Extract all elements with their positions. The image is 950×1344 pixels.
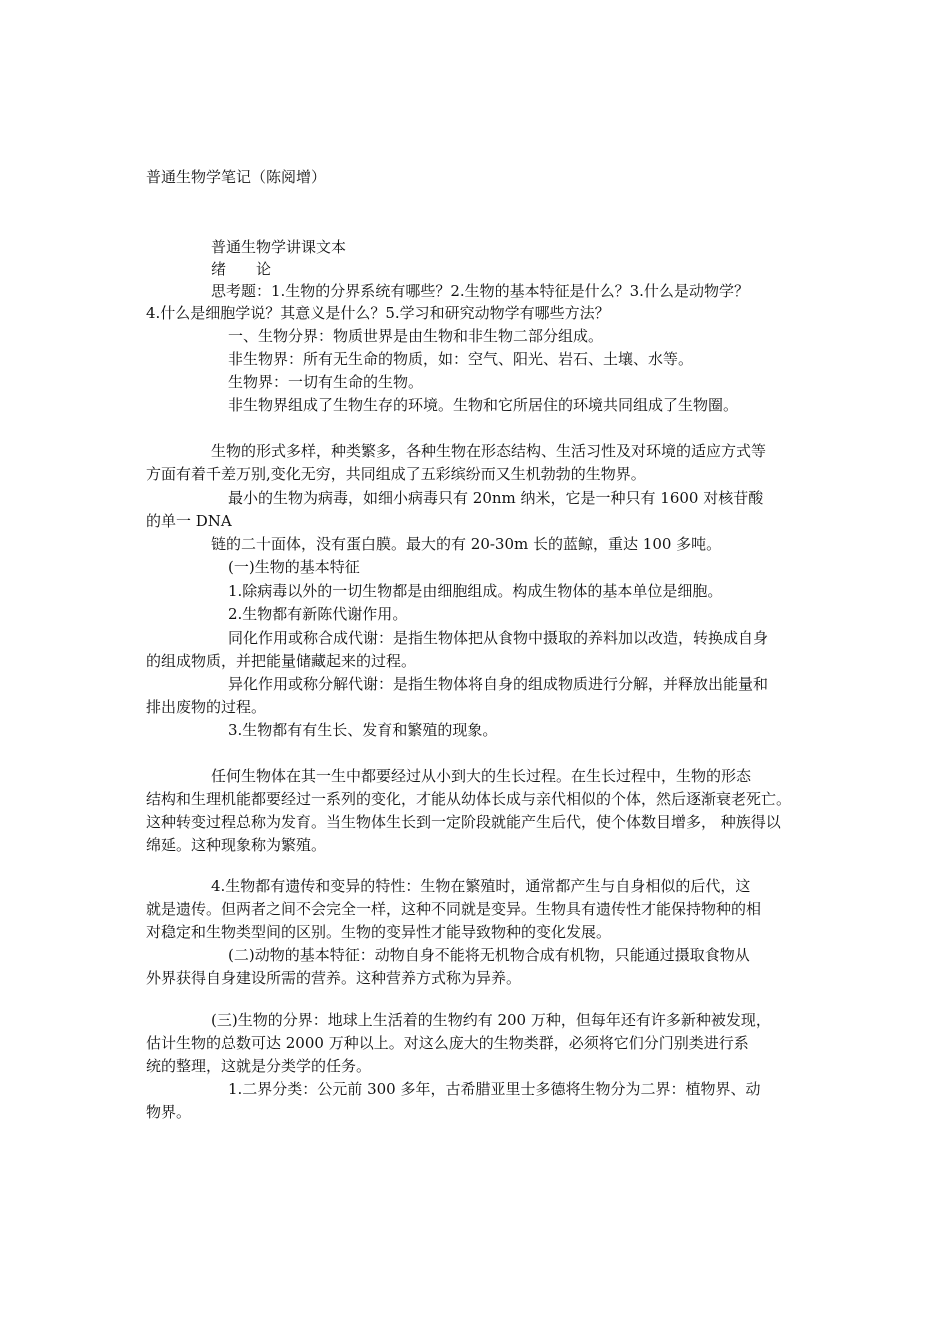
paragraph-line: 排出废物的过程。 — [146, 698, 267, 716]
chapter-heading: 绪 论 — [211, 260, 272, 278]
paragraph-line: 物界。 — [146, 1103, 192, 1121]
paragraph-line: 非生物界组成了生物生存的环境。生物和它所居住的环境共同组成了生物圈。 — [228, 396, 739, 414]
paragraph-line: 非生物界：所有无生命的物质，如：空气、阳光、岩石、土壤、水等。 — [228, 350, 694, 368]
lecture-heading: 普通生物学讲课文本 — [211, 238, 347, 256]
paragraph-line: 生物界：一切有生命的生物。 — [228, 373, 424, 391]
paragraph-line: 统的整理，这就是分类学的任务。 — [146, 1057, 372, 1075]
paragraph-line: 最小的生物为病毒，如细小病毒只有 20nm 纳米，它是一种只有 1600 对核苷酸 — [228, 489, 764, 507]
paragraph-line: (二)动物的基本特征：动物自身不能将无机物合成有机物，只能通过摄取食物从 — [228, 946, 750, 964]
paragraph-line: 绵延。这种现象称为繁殖。 — [146, 836, 327, 854]
section-heading: (一)生物的基本特征 — [228, 558, 360, 576]
paragraph-line: 1.除病毒以外的一切生物都是由细胞组成。构成生物体的基本单位是细胞。 — [228, 582, 723, 600]
paragraph-line: 异化作用或称分解代谢：是指生物体将自身的组成物质进行分解，并释放出能量和 — [228, 675, 769, 693]
paragraph-line: 3.生物都有有生长、发育和繁殖的现象。 — [228, 721, 498, 739]
paragraph-line: 的单一 DNA — [146, 512, 232, 530]
paragraph-line: 生物的形式多样，种类繁多，各种生物在形态结构、生活习性及对环境的适应方式等 — [211, 442, 767, 460]
paragraph-line: 4.生物都有遗传和变异的特性：生物在繁殖时，通常都产生与自身相似的后代，这 — [211, 877, 751, 895]
paragraph-line: 一、生物分界：物质世界是由生物和非生物二部分组成。 — [228, 327, 604, 345]
paragraph-line: 结构和生理机能都要经过一系列的变化，才能从幼体长成与亲代相似的个体，然后逐渐衰老死亡。 — [146, 790, 792, 808]
paragraph-line: 任何生物体在其一生中都要经过从小到大的生长过程。在生长过程中，生物的形态 — [211, 767, 752, 785]
paragraph-line: 方面有着千差万别,变化无穷，共同组成了五彩缤纷而又生机勃勃的生物界。 — [146, 465, 646, 483]
paragraph-line: 就是遗传。但两者之间不会完全一样，这种不同就是变异。生物具有遗传性才能保持物种的相 — [146, 900, 762, 918]
paragraph-line: 的组成物质，并把能量储藏起来的过程。 — [146, 652, 417, 670]
paragraph-line: 这种转变过程总称为发育。当生物体生长到一定阶段就能产生后代，使个体数目增多， 种族得以 — [146, 813, 781, 831]
paragraph-line: 2.生物都有新陈代谢作用。 — [228, 605, 408, 623]
paragraph-line: 外界获得自身建设所需的营养。这种营养方式称为异养。 — [146, 969, 522, 987]
paragraph-line: 1.二界分类：公元前 300 多年，古希腊亚里士多德将生物分为二界：植物界、动 — [228, 1080, 761, 1098]
questions-line: 4.什么是细胞学说？其意义是什么？5.学习和研究动物学有哪些方法？ — [146, 304, 610, 322]
paragraph-line: 估计生物的总数可达 2000 万种以上。对这么庞大的生物类群，必须将它们分门别类进行系 — [146, 1034, 749, 1052]
questions-line: 思考题：1.生物的分界系统有哪些？2.生物的基本特征是什么？3.什么是动物学？ — [211, 282, 749, 300]
paragraph-line: (三)生物的分界：地球上生活着的生物约有 200 万种，但每年还有许多新种被发现， — [211, 1011, 771, 1029]
paragraph-line: 链的二十面体，没有蛋白膜。最大的有 20-30m 长的蓝鲸，重达 100 多吨。 — [211, 535, 722, 553]
document-title: 普通生物学笔记（陈阅增） — [146, 168, 327, 186]
paragraph-line: 对稳定和生物类型间的区别。生物的变异性才能导致物种的变化发展。 — [146, 923, 612, 941]
paragraph-line: 同化作用或称合成代谢：是指生物体把从食物中摄取的养料加以改造，转换成自身 — [228, 629, 769, 647]
